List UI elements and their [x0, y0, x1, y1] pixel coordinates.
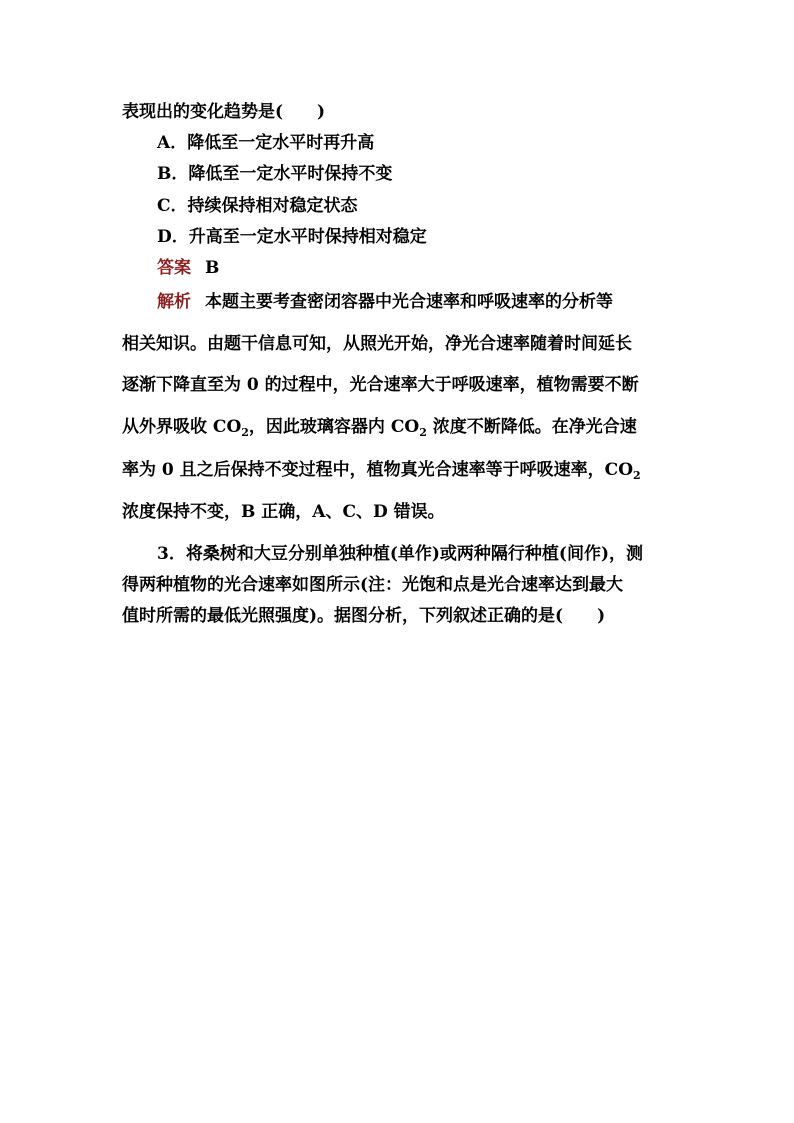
analysis-label: 解析 [157, 292, 191, 312]
co2-formula: $CO_2$ [604, 460, 641, 482]
analysis-line-5: 率为 0 且之后保持不变过程中，植物真光合速率等于呼吸速率，$CO_2$ [122, 460, 641, 482]
answer-label: 答案 [157, 258, 191, 278]
analysis-line-6: 浓度保持不变，B 正确，A、C、D 错误。 [122, 502, 445, 522]
q3-line-2: 得两种植物的光合速率如图所示(注：光饱和点是光合速率达到最大 [122, 575, 624, 595]
q3-line-3: 值时所需的最低光照强度)。据图分析，下列叙述正确的是( ) [122, 606, 606, 626]
q2-stem-tail: 表现出的变化趋势是( ) [122, 102, 326, 122]
option-c: C．持续保持相对稳定状态 [157, 196, 358, 216]
q3-line-1: 3．将桑树和大豆分别单独种植(单作)或两种隔行种植(间作)，测 [157, 544, 644, 564]
co2-formula: $CO_2$ [212, 417, 249, 439]
option-d: D．升高至一定水平时保持相对稳定 [157, 227, 427, 247]
analysis-line-2: 相关知识。由题干信息可知，从照光开始，净光合速率随着时间延长 [122, 334, 632, 354]
answer-value: B [205, 258, 220, 278]
analysis-text-1: 本题主要考查密闭容器中光合速率和呼吸速率的分析等 [205, 292, 613, 312]
answer-line [157, 258, 219, 278]
analysis-line-4: 从外界吸收 $CO_2$，因此玻璃容器内 $CO_2$ 浓度不断降低。在净光合速 [122, 417, 637, 439]
analysis-line-1 [157, 292, 613, 312]
option-a: A．降低至一定水平时再升高 [157, 133, 375, 153]
co2-formula: $CO_2$ [390, 417, 427, 439]
option-b: B．降低至一定水平时保持不变 [157, 164, 393, 184]
analysis-line-3: 逐渐下降直至为 0 的过程中，光合速率大于呼吸速率，植物需要不断 [122, 375, 639, 395]
